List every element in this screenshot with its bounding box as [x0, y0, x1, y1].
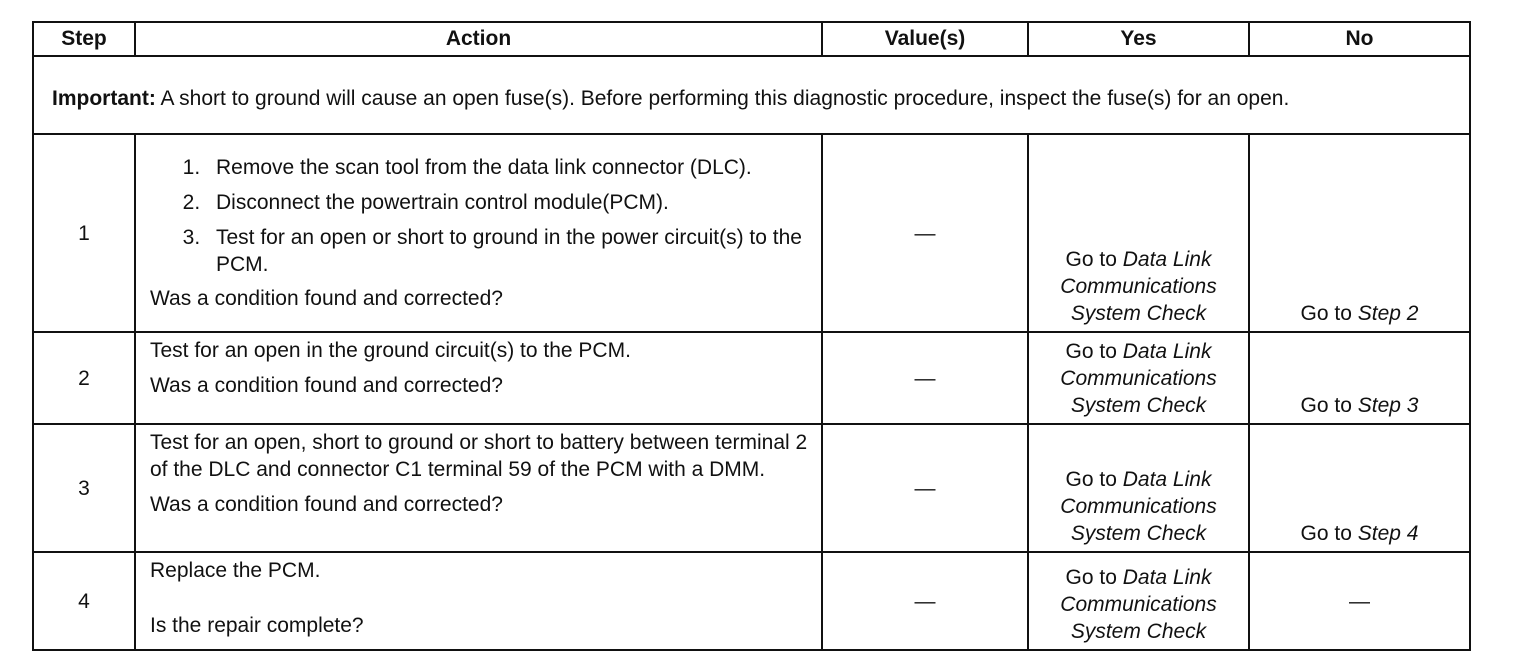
no-cell: — [1249, 552, 1470, 650]
no-cell [1249, 424, 1470, 552]
no-prefix: Go to [1300, 394, 1358, 417]
no-link[interactable]: Step 4 [1357, 522, 1419, 545]
action-cell [135, 424, 822, 552]
action-list-item: 1. Remove the scan tool from the data link connector (DLC). [206, 154, 811, 181]
action-list-item: 3. Test for an open or short to ground in the power circuit(s) to the PCM. [206, 224, 811, 278]
table-row-step-3 [33, 424, 1470, 552]
important-text: A short to ground will cause an open fuse(s). Before performing this diagnostic procedure, inspect the fuse(s) for an open. [155, 87, 1290, 110]
value-cell: — [822, 552, 1028, 650]
yes-link[interactable]: Data Link Communications System Check [1060, 248, 1217, 325]
no-link[interactable]: Step 2 [1357, 302, 1419, 325]
important-note [33, 56, 1470, 134]
header-action: Action [135, 22, 822, 56]
action-question: Was a condition found and corrected? [150, 287, 503, 310]
action-cell [135, 332, 822, 424]
header-step: Step [33, 22, 135, 56]
step-number: 1 [33, 134, 135, 332]
table-row-step-4 [33, 552, 1470, 650]
header-no: No [1249, 22, 1470, 56]
action-text: Replace the PCM. [150, 559, 321, 582]
no-prefix: Go to [1300, 302, 1358, 325]
step-number: 4 [33, 552, 135, 650]
value-cell: — [822, 134, 1028, 332]
step-number: 2 [33, 332, 135, 424]
header-values: Value(s) [822, 22, 1028, 56]
action-text: Test for an open in the ground circuit(s) to the PCM. [150, 339, 631, 362]
yes-prefix: Go to [1065, 248, 1123, 271]
value-cell: — [822, 332, 1028, 424]
no-link[interactable]: Step 3 [1357, 394, 1419, 417]
action-text: Test for an open, short to ground or short to battery between terminal 2 of the DLC and connector C1 terminal 59 of the PCM with a DMM. [150, 431, 808, 481]
yes-link[interactable]: Data Link Communications System Check [1060, 468, 1217, 545]
no-prefix: Go to [1300, 522, 1358, 545]
yes-prefix: Go to [1065, 566, 1123, 589]
important-label: Important: [52, 87, 156, 110]
yes-cell [1028, 332, 1249, 424]
action-question: Was a condition found and corrected? [150, 493, 503, 516]
diagnostic-table [32, 21, 1471, 651]
yes-cell [1028, 134, 1249, 332]
no-cell [1249, 332, 1470, 424]
value-cell: — [822, 424, 1028, 552]
table-row-step-1 [33, 134, 1470, 332]
spacer [150, 584, 811, 612]
step-number: 3 [33, 424, 135, 552]
action-cell [135, 552, 822, 650]
action-list-item: 2. Disconnect the powertrain control module(PCM). [206, 189, 811, 216]
action-list [150, 154, 811, 278]
header-row [33, 22, 1470, 56]
yes-link[interactable]: Data Link Communications System Check [1060, 340, 1217, 417]
action-cell [135, 134, 822, 332]
yes-link[interactable]: Data Link Communications System Check [1060, 566, 1217, 643]
yes-cell [1028, 424, 1249, 552]
important-row [33, 56, 1470, 134]
table-row-step-2 [33, 332, 1470, 424]
action-question: Is the repair complete? [150, 614, 364, 637]
no-cell [1249, 134, 1470, 332]
yes-cell [1028, 552, 1249, 650]
action-question: Was a condition found and corrected? [150, 374, 503, 397]
yes-prefix: Go to [1065, 468, 1123, 491]
yes-prefix: Go to [1065, 340, 1123, 363]
header-yes: Yes [1028, 22, 1249, 56]
